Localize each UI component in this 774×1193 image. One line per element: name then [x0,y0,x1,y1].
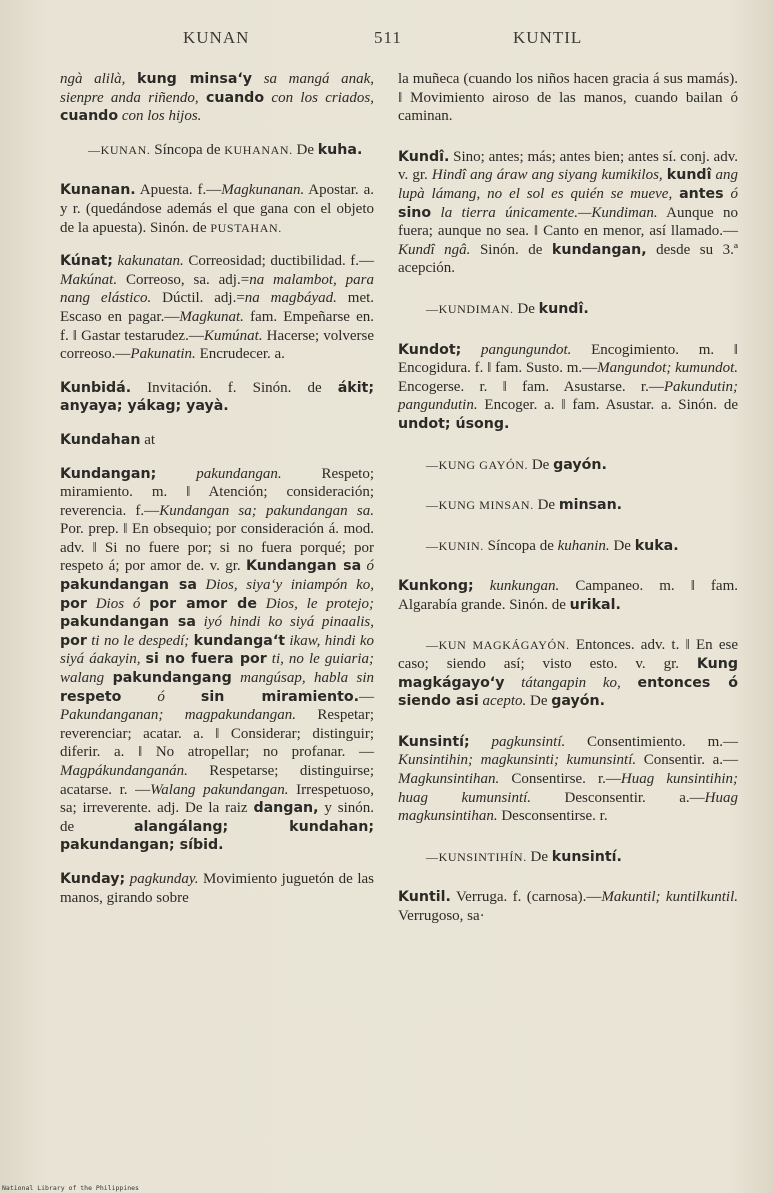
entry-kunday: Kunday; pagkunday. Movimiento juguetón de las manos, girando sobre [60,870,375,906]
entry-kunsinti: Kunsintí; pagkunsintí. Consentimiento. m.—Kunsintihin; magkunsinti; kumunsintí. Consentir. a.—Magkunsintihan. Consentirse. r.—Huag kunsintihin; huag kumunsintí. Desconsentir. a.—Huag magkunsintihan. Desconsentirse. r. [398,733,739,825]
scan-credit: National Library of the Philippines [2,1184,139,1192]
entry-kundahan: Kundahan at [60,431,156,448]
entry-kunat: Kúnat; kakunatan. Correosidad; ductibilidad. f.—Makúnat. Correoso, sa. adj.=na malambot, para nang elástico. Dúctil. adj.=na magbáyad. met. Escaso en pagar.—Magkunat. fam. Empeñarse en. f. ‖ Gastar testarudez.—Kumúnat. Hacerse; volverse correoso.—Pakunatin. Encrudecer. a. [60,253,375,363]
entry-kunsintihin: —KUNSINTIHÍN. De kunsintí. [426,848,622,865]
running-head [0,28,774,52]
entry-kunanan: Kunanan. Apuesta. f.—Magkunanan. Apostar. a. y r. (quedándose además el que gana con el objeto de la apuesta). Sinón. de PUSTAHAN. [60,182,374,236]
headword: Kunanan. [60,182,136,199]
entry-kung-minsan: —KUNG MINSAN. De minsan. [426,497,623,514]
entry-kun-magkagayon: —KUN MAGKÁGAYÓN. Entonces. adv. t. ‖ En ese caso; siendo así; visto esto. v. gr. Kung magkágayo‘y tátangapin ko, entonces ó siendo asi acepto. De gayón. [398,637,739,710]
left-guide-word: KUNAN [183,28,250,47]
entry-kundi: Kundî. Sino; antes; más; antes bien; antes sí. conj. adv. v. gr. Hindî ang áraw ang siyang kumikilos, kundî ang lupà lámang, no el sol es quién se mueve, antes ó sino la tierra únicamente.—Kundiman. Aunque no fuera; aunque no sea. ‖ Canto en menor, así llamado.—Kundî ngâ. Sinón. de kundangan, desde su 3.ª acepción. [398,148,739,277]
page-number: 511 [374,28,402,47]
entry-kung-gayon: —KUNG GAYÓN. De gayón. [426,456,607,473]
entry-kundiman: —KUNDIMAN. De kundî. [426,300,589,317]
headword: Kundot; [398,341,462,358]
entry-kundot: Kundot; pangungundot. Encogimiento. m. ‖ Encogidura. f. ‖ fam. Susto. m.—Mangundot; kumundot. Encogerse. r. ‖ fam. Asustarse. r.—Pakundutin; pangundutin. Encoger. a. ‖ fam. Asustar. a. Sinón. de undot; úsong. [398,341,739,432]
headword: Kunsintí; [398,733,470,750]
headword: Kunday; [60,870,126,887]
right-column [398,70,738,926]
entry-kundangan: Kundangan; pakundangan. Respeto; miramiento. m. ‖ Atención; consideración; reverencia. f.—Kundangan sa; pakundangan sa. Por. prep. ‖ En obsequio; por consideración á. mod. adv. ‖ Si no fuere por; si no fuera porqué; por respeto á; por amor de. v. gr. Kundangan sa ó pakundangan sa Dios, siya‘y iniampón ko, por Dios ó por amor de Dios, le protejo; pakundangan sa iyó hindi ko siyá pinaalis, por ti no le despedí; kundanga‘t ikaw, hindi ko siyá áakayin, si no fuera por ti, no le guiaria; walang pakundangang mangúsap, habla sin respeto ó sin miramiento.—Pakundanganan; magpakundangan. Respetar; reverenciar; acatar. a. ‖ Considerar; distinguir; diferir. a. ‖ No atropellar; no profanar. —Magpákundanganán. Respetarse; distinguirse; acatarse. r. —Walang pakundangan. Irrespetuoso, sa; irreverente. adj. De la raiz dangan, y sinón. de alangálang; kundahan; pakundangan; síbid. [60,465,375,854]
entry-kunan: —KUNAN. Síncopa de KUHANAN. De kuha. [88,141,363,158]
entry-kunbida: Kunbidá. Invitación. f. Sinón. de ákit; anyaya; yákag; yayà. [60,379,375,415]
left-column [60,70,374,907]
entry-kunkong: Kunkong; kunkungan. Campaneo. m. ‖ fam. Algarabía grande. Sinón. de urikal. [398,578,738,613]
right-guide-word: KUNTIL [513,28,583,47]
headword: Kundangan; [60,465,157,482]
headword: Kuntil. [398,889,451,906]
entry-kuntil: Kuntil. Verruga. f. (carnosa).—Makuntil; kuntilkuntil. Verrugoso, sa· [398,889,738,924]
headword: Kúnat; [60,253,113,270]
entry-continuation: la muñeca (cuando los niños hacen gracia á sus mamás). ‖ Movimiento airoso de las manos, cuando bailan ó caminan. [398,71,738,125]
headword: Kunkong; [398,578,474,595]
headword: Kundî. [398,148,450,165]
headword: Kundahan [60,431,141,448]
entry-kunin: —KUNIN. Síncopa de kuhanin. De kuka. [426,537,679,554]
headword: Kunbidá. [60,379,132,396]
entry-continuation: ngà alilà, kung minsa‘y sa mangá anak, sienpre anda riñendo, cuando con los criados, cuando con los hijos. [60,71,375,125]
